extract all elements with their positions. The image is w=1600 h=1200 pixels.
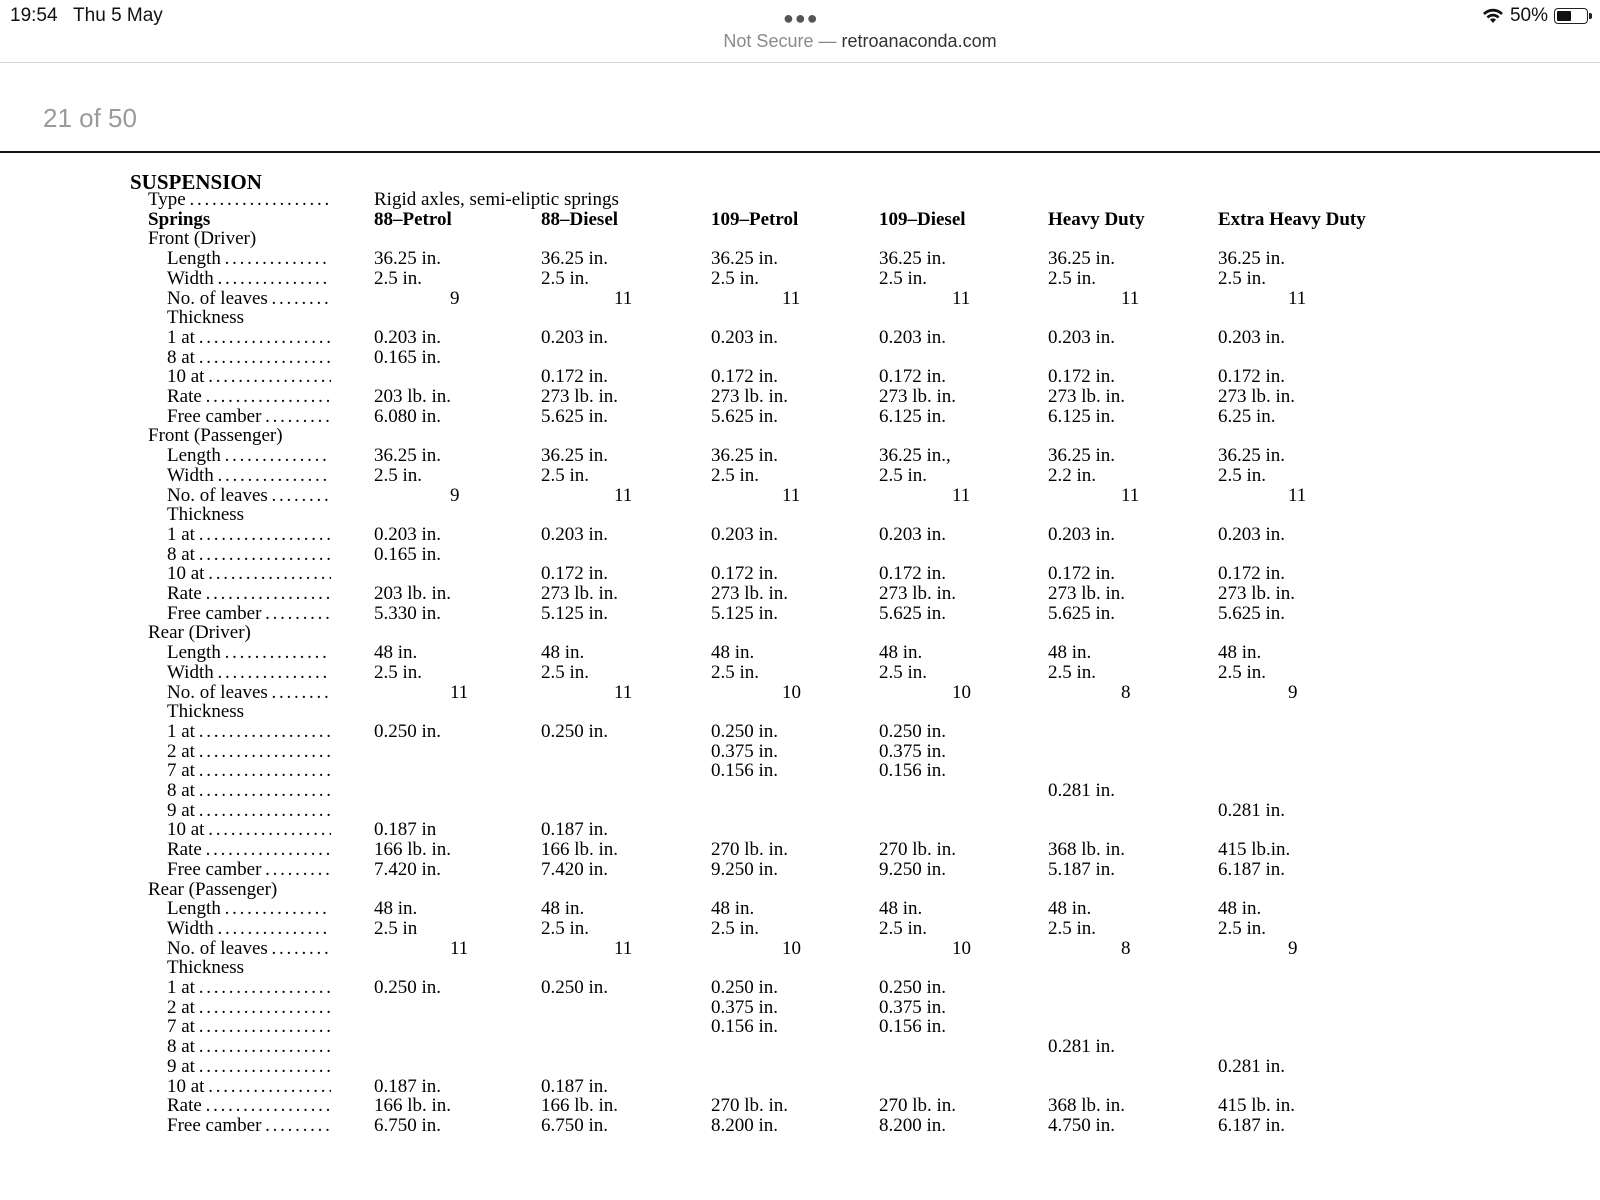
cell-value: 11 xyxy=(782,484,801,506)
row-label: Width . . . xyxy=(167,663,331,683)
cell-value: 10 xyxy=(782,937,801,959)
cell-value: 0.203 in. xyxy=(1218,523,1286,545)
cell-value: 11 xyxy=(614,484,633,506)
cell-value: 36.25 in. xyxy=(1218,248,1286,270)
cell-value: 11 xyxy=(450,937,469,959)
cell-value: 0.203 in. xyxy=(711,523,779,545)
column-header: 88–Diesel xyxy=(541,208,619,230)
row-label: 9 at . . . xyxy=(167,801,331,821)
cell-value: 270 lb. in. xyxy=(879,1095,957,1117)
cell-value: 5.625 in. xyxy=(541,405,609,427)
cell-value: 48 in. xyxy=(374,642,418,664)
cell-value: 48 in. xyxy=(1218,642,1262,664)
section-title-label: Rear (Passenger) xyxy=(148,878,278,900)
cell-value: 6.25 in. xyxy=(1218,405,1276,427)
cell-value: 36.25 in. xyxy=(1048,248,1116,270)
cell-value: 6.750 in. xyxy=(541,1114,609,1136)
cell-value: 9.250 in. xyxy=(879,858,947,880)
row-label: Thickness xyxy=(167,701,245,723)
cell-value: 4.750 in. xyxy=(1048,1114,1116,1136)
cell-value: 0.172 in. xyxy=(541,563,609,585)
cell-value: 273 lb. in. xyxy=(541,583,619,604)
row-label: Free camber . . . xyxy=(167,1116,331,1136)
cell-value: 5.125 in. xyxy=(541,602,609,624)
page-counter: 21 of 50 xyxy=(43,103,137,133)
cell-value: 0.375 in. xyxy=(711,740,779,762)
row-label: Free camber . . . xyxy=(167,604,331,624)
row-label: Length . . . xyxy=(167,643,331,663)
cell-value: 11 xyxy=(614,681,633,703)
cell-value: 0.172 in. xyxy=(1218,563,1286,585)
row-label: 8 at . . . xyxy=(167,545,331,565)
cell-value: 2.5 in. xyxy=(374,267,423,289)
cell-value: 36.25 in. xyxy=(541,445,609,467)
cell-value: 7.420 in. xyxy=(541,858,609,880)
cell-value: 48 in. xyxy=(711,642,755,664)
cell-value: 6.080 in. xyxy=(374,405,442,427)
cell-value: 6.750 in. xyxy=(374,1114,442,1136)
address-bar[interactable] xyxy=(0,31,1600,52)
row-label: 10 at . . . xyxy=(167,820,331,840)
row-label: 10 at . . . xyxy=(167,564,331,584)
cell-value: 2.5 in xyxy=(374,917,418,939)
cell-value: 36.25 in. xyxy=(1218,445,1286,467)
cell-value: 8 xyxy=(1121,681,1131,703)
cell-value: 36.25 in. xyxy=(711,248,779,270)
cell-value: 11 xyxy=(1288,484,1307,506)
cell-value: 2.5 in. xyxy=(711,464,760,486)
cell-value: 0.203 in. xyxy=(541,326,609,348)
cell-value: 0.250 in. xyxy=(541,720,609,742)
cell-value: 2.5 in. xyxy=(541,661,590,683)
cell-value: 48 in. xyxy=(711,898,755,920)
cell-value: 273 lb. in. xyxy=(711,386,789,407)
cell-value: 0.156 in. xyxy=(711,1016,779,1038)
cell-value: 36.25 in. xyxy=(374,445,442,467)
page-divider xyxy=(0,151,1600,153)
row-label: 10 at . . . xyxy=(167,367,331,387)
security-label: Not Secure — xyxy=(723,31,837,51)
cell-value: 36.25 in. xyxy=(711,445,779,467)
cell-value: 166 lb. in. xyxy=(541,839,619,861)
cell-value: 0.375 in. xyxy=(711,996,779,1018)
cell-value: 2.5 in. xyxy=(1218,464,1267,486)
cell-value: 2.5 in. xyxy=(1218,267,1267,289)
cell-value: 36.25 in. xyxy=(541,248,609,270)
row-label: Rate . . . xyxy=(167,387,331,407)
cell-value: 2.5 in. xyxy=(711,917,760,939)
row-label: 9 at . . . xyxy=(167,1057,331,1077)
cell-value: 10 xyxy=(782,681,801,703)
row-label: Width . . . xyxy=(167,269,331,289)
cell-value: 0.203 in. xyxy=(879,523,947,545)
cell-value: 273 lb. in. xyxy=(879,386,957,407)
cell-value: 8 xyxy=(1121,937,1131,959)
cell-value: 0.172 in. xyxy=(1218,366,1286,388)
cell-value: 0.165 in. xyxy=(374,346,442,368)
cell-value: 9 xyxy=(1288,937,1298,959)
cell-value: 0.172 in. xyxy=(1048,563,1116,585)
cell-value: 0.172 in. xyxy=(711,366,779,388)
row-label: Thickness xyxy=(167,957,245,979)
cell-value: 11 xyxy=(614,937,633,959)
cell-value: 2.5 in. xyxy=(879,917,928,939)
cell-value: 6.187 in. xyxy=(1218,858,1286,880)
cell-value: 0.187 in xyxy=(374,819,437,841)
cell-value: 48 in. xyxy=(879,898,923,920)
cell-value: 7.420 in. xyxy=(374,858,442,880)
cell-value: 0.156 in. xyxy=(711,760,779,782)
row-label: 2 at . . . xyxy=(167,998,331,1018)
cell-value: 0.203 in. xyxy=(879,326,947,348)
cell-value: 48 in. xyxy=(1048,642,1092,664)
section-heading: SUSPENSION xyxy=(130,170,262,194)
cell-value: 5.125 in. xyxy=(711,602,779,624)
cell-value: 0.156 in. xyxy=(879,760,947,782)
row-label: No. of leaves . . . xyxy=(167,939,331,959)
cell-value: 0.203 in. xyxy=(1218,326,1286,348)
cell-value: 2.5 in. xyxy=(541,464,590,486)
cell-value: 11 xyxy=(952,287,971,309)
section-title-label: Front (Driver) xyxy=(148,228,257,250)
cell-value: 8.200 in. xyxy=(711,1114,779,1136)
cell-value: 6.125 in. xyxy=(1048,405,1116,427)
row-label: 1 at . . . xyxy=(167,978,331,998)
cell-value: 48 in. xyxy=(1048,898,1092,920)
cell-value: 5.187 in. xyxy=(1048,858,1116,880)
row-label: 1 at . . . xyxy=(167,328,331,348)
row-label: Thickness xyxy=(167,307,245,329)
cell-value: 36.25 in. xyxy=(374,248,442,270)
cell-value: 0.281 in. xyxy=(1048,780,1116,801)
cell-value: 2.5 in. xyxy=(879,267,928,289)
column-header: 109–Petrol xyxy=(711,208,799,230)
row-label: 1 at . . . xyxy=(167,525,331,545)
cell-value: 273 lb. in. xyxy=(1048,386,1126,407)
cell-value: 0.172 in. xyxy=(879,563,947,585)
status-bar xyxy=(0,0,1600,63)
cell-value: 203 lb. in. xyxy=(374,583,452,604)
cell-value: 368 lb. in. xyxy=(1048,839,1126,861)
cell-value: 0.172 in. xyxy=(711,563,779,585)
cell-value: 6.125 in. xyxy=(879,405,947,427)
cell-value: 0.187 in. xyxy=(541,819,609,841)
cell-value: 0.187 in. xyxy=(374,1075,442,1097)
cell-value: 11 xyxy=(1121,287,1140,309)
section-title-label: Rear (Driver) xyxy=(148,622,251,644)
cell-value: 9 xyxy=(1288,681,1298,703)
cell-value: 166 lb. in. xyxy=(374,839,452,861)
wifi-icon xyxy=(1482,8,1504,24)
cell-value: 10 xyxy=(952,937,971,959)
cell-value: 0.281 in. xyxy=(1048,1036,1116,1058)
cell-value: 368 lb. in. xyxy=(1048,1095,1126,1117)
cell-value: 11 xyxy=(1121,484,1140,506)
cell-value: 2.5 in. xyxy=(1048,917,1097,939)
cell-value: 2.5 in. xyxy=(374,661,423,683)
row-label: 2 at . . . xyxy=(167,742,331,762)
more-dots-icon[interactable]: ●●● xyxy=(783,8,819,28)
cell-value: 166 lb. in. xyxy=(541,1095,619,1117)
status-indicators xyxy=(1482,5,1588,27)
column-header: Heavy Duty xyxy=(1048,208,1145,230)
cell-value: 2.5 in. xyxy=(541,267,590,289)
cell-value: 0.250 in. xyxy=(711,720,779,742)
cell-value: 11 xyxy=(450,681,469,703)
cell-value: 0.172 in. xyxy=(1048,366,1116,388)
date-text: Thu 5 May xyxy=(73,5,163,26)
cell-value: 10 xyxy=(952,681,971,703)
cell-value: 270 lb. in. xyxy=(711,839,789,861)
row-label: No. of leaves . . . xyxy=(167,289,331,309)
url-host: retroanaconda.com xyxy=(841,31,997,51)
cell-value: 0.203 in. xyxy=(374,326,442,348)
cell-value: 273 lb. in. xyxy=(711,583,789,604)
cell-value: 270 lb. in. xyxy=(711,1095,789,1117)
battery-fill xyxy=(1557,11,1571,21)
cell-value: 0.203 in. xyxy=(374,523,442,545)
cell-value: 2.5 in. xyxy=(374,464,423,486)
cell-value: 11 xyxy=(1288,287,1307,309)
cell-value: 5.625 in. xyxy=(711,405,779,427)
cell-value: 0.203 in. xyxy=(1048,326,1116,348)
section-title-label: Front (Passenger) xyxy=(148,425,283,447)
cell-value: 36.25 in. xyxy=(879,248,947,270)
cell-value: 0.203 in. xyxy=(1048,523,1116,545)
cell-value: 2.2 in. xyxy=(1048,464,1097,486)
cell-value: 273 lb. in. xyxy=(1218,583,1296,604)
row-label: Rate . . . xyxy=(167,1096,331,1116)
row-label: Free camber . . . xyxy=(167,407,331,427)
cell-value: 6.187 in. xyxy=(1218,1114,1286,1136)
row-label: Thickness xyxy=(167,504,245,526)
column-header: 109–Diesel xyxy=(879,208,966,230)
cell-value: 0.375 in. xyxy=(879,740,947,762)
column-header: 88–Petrol xyxy=(374,208,452,230)
cell-value: 166 lb. in. xyxy=(374,1095,452,1117)
springs-label: Springs xyxy=(148,208,211,230)
row-label: Rate . . . xyxy=(167,584,331,604)
row-label: No. of leaves . . . xyxy=(167,486,331,506)
cell-value: 0.172 in. xyxy=(879,366,947,388)
row-label: Length . . . xyxy=(167,446,331,466)
cell-value: 2.5 in. xyxy=(1048,661,1097,683)
cell-value: 48 in. xyxy=(879,642,923,664)
cell-value: 273 lb. in. xyxy=(1048,583,1126,604)
cell-value: 0.250 in. xyxy=(879,977,947,998)
cell-value: 36.25 in., xyxy=(879,445,951,467)
row-label: Free camber . . . xyxy=(167,860,331,880)
cell-value: 2.5 in. xyxy=(711,661,760,683)
battery-percent: 50% xyxy=(1509,5,1548,26)
cell-value: 2.5 in. xyxy=(879,464,928,486)
cell-value: 5.330 in. xyxy=(374,602,442,624)
row-label: 8 at . . . xyxy=(167,1037,331,1057)
cell-value: 273 lb. in. xyxy=(1218,386,1296,407)
row-label: 1 at . . . xyxy=(167,722,331,742)
cell-value: 11 xyxy=(952,484,971,506)
cell-value: 2.5 in. xyxy=(1218,917,1267,939)
cell-value: 0.281 in. xyxy=(1218,799,1286,821)
cell-value: 415 lb.in. xyxy=(1218,839,1291,861)
cell-value: 5.625 in. xyxy=(879,602,947,624)
cell-value: 0.375 in. xyxy=(879,996,947,1018)
battery-icon xyxy=(1554,8,1588,24)
clock xyxy=(10,5,163,27)
row-label: Width . . . xyxy=(167,466,331,486)
time-text: 19:54 xyxy=(10,5,58,26)
cell-value: 2.5 in. xyxy=(711,267,760,289)
row-label: Width . . . xyxy=(167,919,331,939)
cell-value: 415 lb. in. xyxy=(1218,1095,1296,1117)
row-label: 8 at . . . xyxy=(167,781,331,801)
cell-value: 48 in. xyxy=(1218,898,1262,920)
cell-value: 0.250 in. xyxy=(374,977,442,998)
cell-value: 0.203 in. xyxy=(541,523,609,545)
cell-value: 2.5 in. xyxy=(1048,267,1097,289)
cell-value: 0.165 in. xyxy=(374,543,442,565)
row-label: No. of leaves . . . xyxy=(167,683,331,703)
cell-value: 0.203 in. xyxy=(711,326,779,348)
type-label: Type . . . xyxy=(148,190,331,210)
cell-value: 11 xyxy=(614,287,633,309)
cell-value: 2.5 in. xyxy=(1218,661,1267,683)
cell-value: 36.25 in. xyxy=(1048,445,1116,467)
cell-value: 48 in. xyxy=(541,642,585,664)
cell-value: 270 lb. in. xyxy=(879,839,957,861)
cell-value: 0.250 in. xyxy=(711,977,779,998)
cell-value: 9.250 in. xyxy=(711,858,779,880)
cell-value: 0.187 in. xyxy=(541,1075,609,1097)
cell-value: 273 lb. in. xyxy=(541,386,619,407)
row-label: Length . . . xyxy=(167,899,331,919)
cell-value: 0.156 in. xyxy=(879,1016,947,1038)
type-value: Rigid axles, semi-eliptic springs xyxy=(374,189,619,210)
cell-value: 0.250 in. xyxy=(879,720,947,742)
cell-value: 0.172 in. xyxy=(541,366,609,388)
cell-value: 48 in. xyxy=(541,898,585,920)
cell-value: 0.250 in. xyxy=(374,720,442,742)
cell-value: 48 in. xyxy=(374,898,418,920)
cell-value: 11 xyxy=(782,287,801,309)
cell-value: 0.281 in. xyxy=(1218,1055,1286,1077)
row-label: 7 at . . . xyxy=(167,1017,331,1037)
cell-value: 9 xyxy=(450,287,460,309)
cell-value: 273 lb. in. xyxy=(879,583,957,604)
row-label: Rate . . . xyxy=(167,840,331,860)
cell-value: 5.625 in. xyxy=(1048,602,1116,624)
row-label: Length . . . xyxy=(167,249,331,269)
row-label: 7 at . . . xyxy=(167,761,331,781)
cell-value: 203 lb. in. xyxy=(374,386,452,407)
row-label: 8 at . . . xyxy=(167,348,331,368)
cell-value: 2.5 in. xyxy=(541,917,590,939)
cell-value: 8.200 in. xyxy=(879,1114,947,1136)
cell-value: 5.625 in. xyxy=(1218,602,1286,624)
cell-value: 2.5 in. xyxy=(879,661,928,683)
cell-value: 9 xyxy=(450,484,460,506)
cell-value: 0.250 in. xyxy=(541,977,609,998)
row-label: 10 at . . . xyxy=(167,1077,331,1097)
column-header: Extra Heavy Duty xyxy=(1218,208,1366,230)
